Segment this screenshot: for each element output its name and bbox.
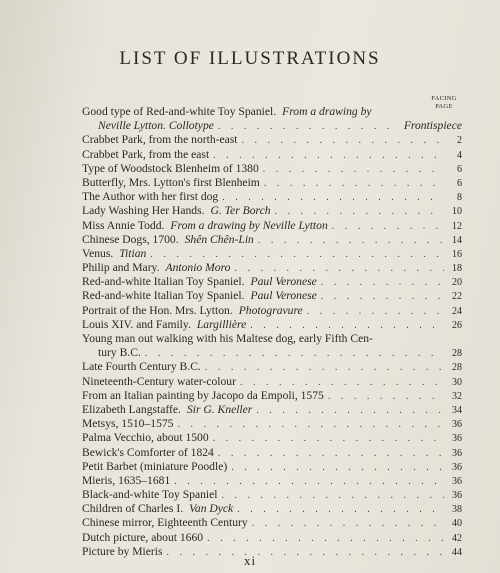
list-item <box>82 105 462 133</box>
facing-page-number: 6 <box>457 163 462 175</box>
leader-dots <box>145 347 444 361</box>
leader-dots <box>218 447 444 461</box>
facing-page-number: 14 <box>452 234 462 246</box>
facing-page-number: 26 <box>452 319 462 331</box>
entry-title: Type of Woodstock Blenheim of 1380 <box>82 161 259 175</box>
list-item <box>82 261 462 275</box>
leader-dots <box>177 418 444 432</box>
entry-title: Good type of Red-and-white Toy Spaniel. <box>82 105 277 118</box>
list-item <box>82 275 462 289</box>
facing-page-number: 36 <box>452 433 462 445</box>
list-item <box>82 502 462 516</box>
facing-page-number: 6 <box>457 177 462 189</box>
facing-page-number: 28 <box>452 348 462 360</box>
leader-dots <box>174 475 444 489</box>
entry-title: Mieris, 1635–1681 <box>82 473 171 487</box>
list-item <box>82 516 462 530</box>
entry-title: Black-and-white Toy Spaniel <box>82 488 218 502</box>
list-item <box>82 460 462 474</box>
leader-dots <box>275 205 444 219</box>
list-item <box>82 531 462 545</box>
leader-dots <box>321 276 444 290</box>
facing-page-number: 16 <box>452 248 462 260</box>
facing-label-line-1: FACING <box>431 95 457 102</box>
leader-dots <box>150 248 444 262</box>
leader-dots <box>222 489 445 503</box>
list-item <box>82 219 462 233</box>
entry-credit: Titian <box>119 246 147 260</box>
leader-dots <box>264 177 444 191</box>
entry-credit: Largillière <box>196 317 247 331</box>
entry-credit: Sir G. Kneller <box>186 402 253 416</box>
entry-credit: Paul Veronese <box>250 275 317 289</box>
facing-page-number: 34 <box>452 404 462 416</box>
entry-title: Red-and-white Italian Toy Spaniel. <box>82 275 245 289</box>
leader-dots <box>237 503 444 517</box>
facing-page-number: 42 <box>452 532 462 544</box>
entry-title: Venus. <box>82 246 114 260</box>
facing-page-number: 36 <box>452 419 462 431</box>
entry-title: Louis XIV. and Family. <box>82 317 191 331</box>
list-item <box>82 360 462 374</box>
entry-title: Chinese Dogs, 1700. <box>82 232 179 246</box>
leader-dots <box>307 305 444 319</box>
facing-page-number: 36 <box>452 475 462 487</box>
facing-label-line-2: PAGE <box>435 103 453 110</box>
entry-credit: Shên Chên-Lin <box>184 232 254 246</box>
entry-title: Nineteenth-Century water-colour <box>82 374 236 388</box>
entry-title: Crabbet Park, from the north-east <box>82 133 238 147</box>
list-item <box>82 332 462 360</box>
facing-page-number: 22 <box>452 291 462 303</box>
entry-title: Elizabeth Langstaffe. <box>82 402 181 416</box>
facing-page-number: 20 <box>452 277 462 289</box>
list-item <box>82 417 462 431</box>
facing-page-number: 30 <box>452 376 462 388</box>
leader-dots <box>234 262 444 276</box>
illustrations-list <box>82 105 462 559</box>
facing-page-number: 40 <box>452 518 462 530</box>
leader-dots <box>213 149 444 163</box>
leader-dots <box>250 319 444 333</box>
entry-title: Palma Vecchio, about 1500 <box>82 431 209 445</box>
entry-credit: From a drawing by <box>282 105 372 118</box>
facing-page-number: 36 <box>452 447 462 459</box>
facing-page-number: 2 <box>457 135 462 147</box>
leader-dots <box>240 376 444 390</box>
entry-title: Portrait of the Hon. Mrs. Lytton. <box>82 303 233 317</box>
entry-credit: From a drawing by Neville Lytton <box>170 218 328 232</box>
leader-dots <box>256 404 444 418</box>
entry-title: From an Italian painting by Jacopo da Empoli, 1575 <box>82 388 324 402</box>
leader-dots <box>222 191 444 205</box>
leader-dots <box>242 134 444 148</box>
facing-page-number: 28 <box>452 362 462 374</box>
leader-dots <box>207 532 444 546</box>
entry-credit: Antonio Moro <box>165 261 231 275</box>
entry-title: Chinese mirror, Eighteenth Century <box>82 516 248 530</box>
entry-credit: Photogravure <box>238 303 303 317</box>
list-item <box>82 446 462 460</box>
leader-dots <box>205 361 444 375</box>
facing-page-number: 36 <box>452 461 462 473</box>
leader-dots <box>258 234 444 248</box>
entry-title: Philip and Mary. <box>82 261 160 275</box>
leader-dots <box>252 517 444 531</box>
list-item <box>82 474 462 488</box>
leader-dots <box>328 390 444 404</box>
page-number: xi <box>243 553 257 568</box>
list-item <box>82 431 462 445</box>
entry-credit: Paul Veronese <box>250 289 317 303</box>
entry-title: Crabbet Park, from the east <box>82 147 210 161</box>
leader-dots <box>263 163 444 177</box>
facing-page-number: 10 <box>452 206 462 218</box>
entry-title: The Author with her first dog <box>82 190 219 204</box>
facing-page-number: 38 <box>452 504 462 516</box>
list-item <box>82 233 462 247</box>
entry-title: Butterfly, Mrs. Lytton's first Blenheim <box>82 175 260 189</box>
list-item <box>82 389 462 403</box>
list-item <box>82 375 462 389</box>
list-item <box>82 304 462 318</box>
entry-title: Bewick's Comforter of 1824 <box>82 445 214 459</box>
list-item <box>82 190 462 204</box>
entry-title: Late Fourth Century B.C. <box>82 360 201 374</box>
facing-page-number: 44 <box>452 546 462 558</box>
list-item <box>82 318 462 332</box>
entry-title: Dutch picture, about 1660 <box>82 530 204 544</box>
entry-title: Metsys, 1510–1575 <box>82 417 174 431</box>
list-item <box>82 289 462 303</box>
entry-title: Red-and-white Italian Toy Spaniel. <box>82 289 245 303</box>
facing-page-number: 12 <box>452 220 462 232</box>
page-title: LIST OF ILLUSTRATIONS <box>119 48 381 69</box>
entry-title: Lady Washing Her Hands. <box>82 204 205 218</box>
facing-page-number: 36 <box>452 490 462 502</box>
entry-title: Petit Barbet (miniature Poodle) <box>82 459 228 473</box>
facing-page-number: 24 <box>452 305 462 317</box>
facing-page-number: Frontispiece <box>403 119 462 133</box>
entry-credit: G. Ter Borch <box>210 204 271 218</box>
facing-page-number: 8 <box>457 192 462 204</box>
leader-dots <box>231 461 444 475</box>
facing-page-number: 18 <box>452 263 462 275</box>
entry-title: Miss Annie Todd. <box>82 218 165 232</box>
list-item <box>82 133 462 147</box>
list-item <box>82 162 462 176</box>
entry-title: Picture by Mieris <box>82 544 163 558</box>
entry-credit: Van Dyck <box>189 502 234 516</box>
list-item <box>82 488 462 502</box>
leader-dots <box>213 432 444 446</box>
list-item <box>82 403 462 417</box>
list-item <box>82 148 462 162</box>
entry-title: Children of Charles I. <box>82 502 184 516</box>
entry-title: Young man out walking with his Maltese dog, early Fifth Cen- <box>82 332 373 346</box>
entry-title-cont: tury B.C. <box>98 346 141 360</box>
facing-page-number: 32 <box>452 390 462 402</box>
entry-credit-cont: Neville Lytton. Collotype <box>98 119 214 133</box>
leader-dots <box>332 220 444 234</box>
list-item <box>82 176 462 190</box>
list-item <box>82 247 462 261</box>
leader-dots <box>218 120 400 134</box>
leader-dots <box>321 290 444 304</box>
list-item <box>82 204 462 218</box>
facing-page-number: 4 <box>457 149 462 161</box>
